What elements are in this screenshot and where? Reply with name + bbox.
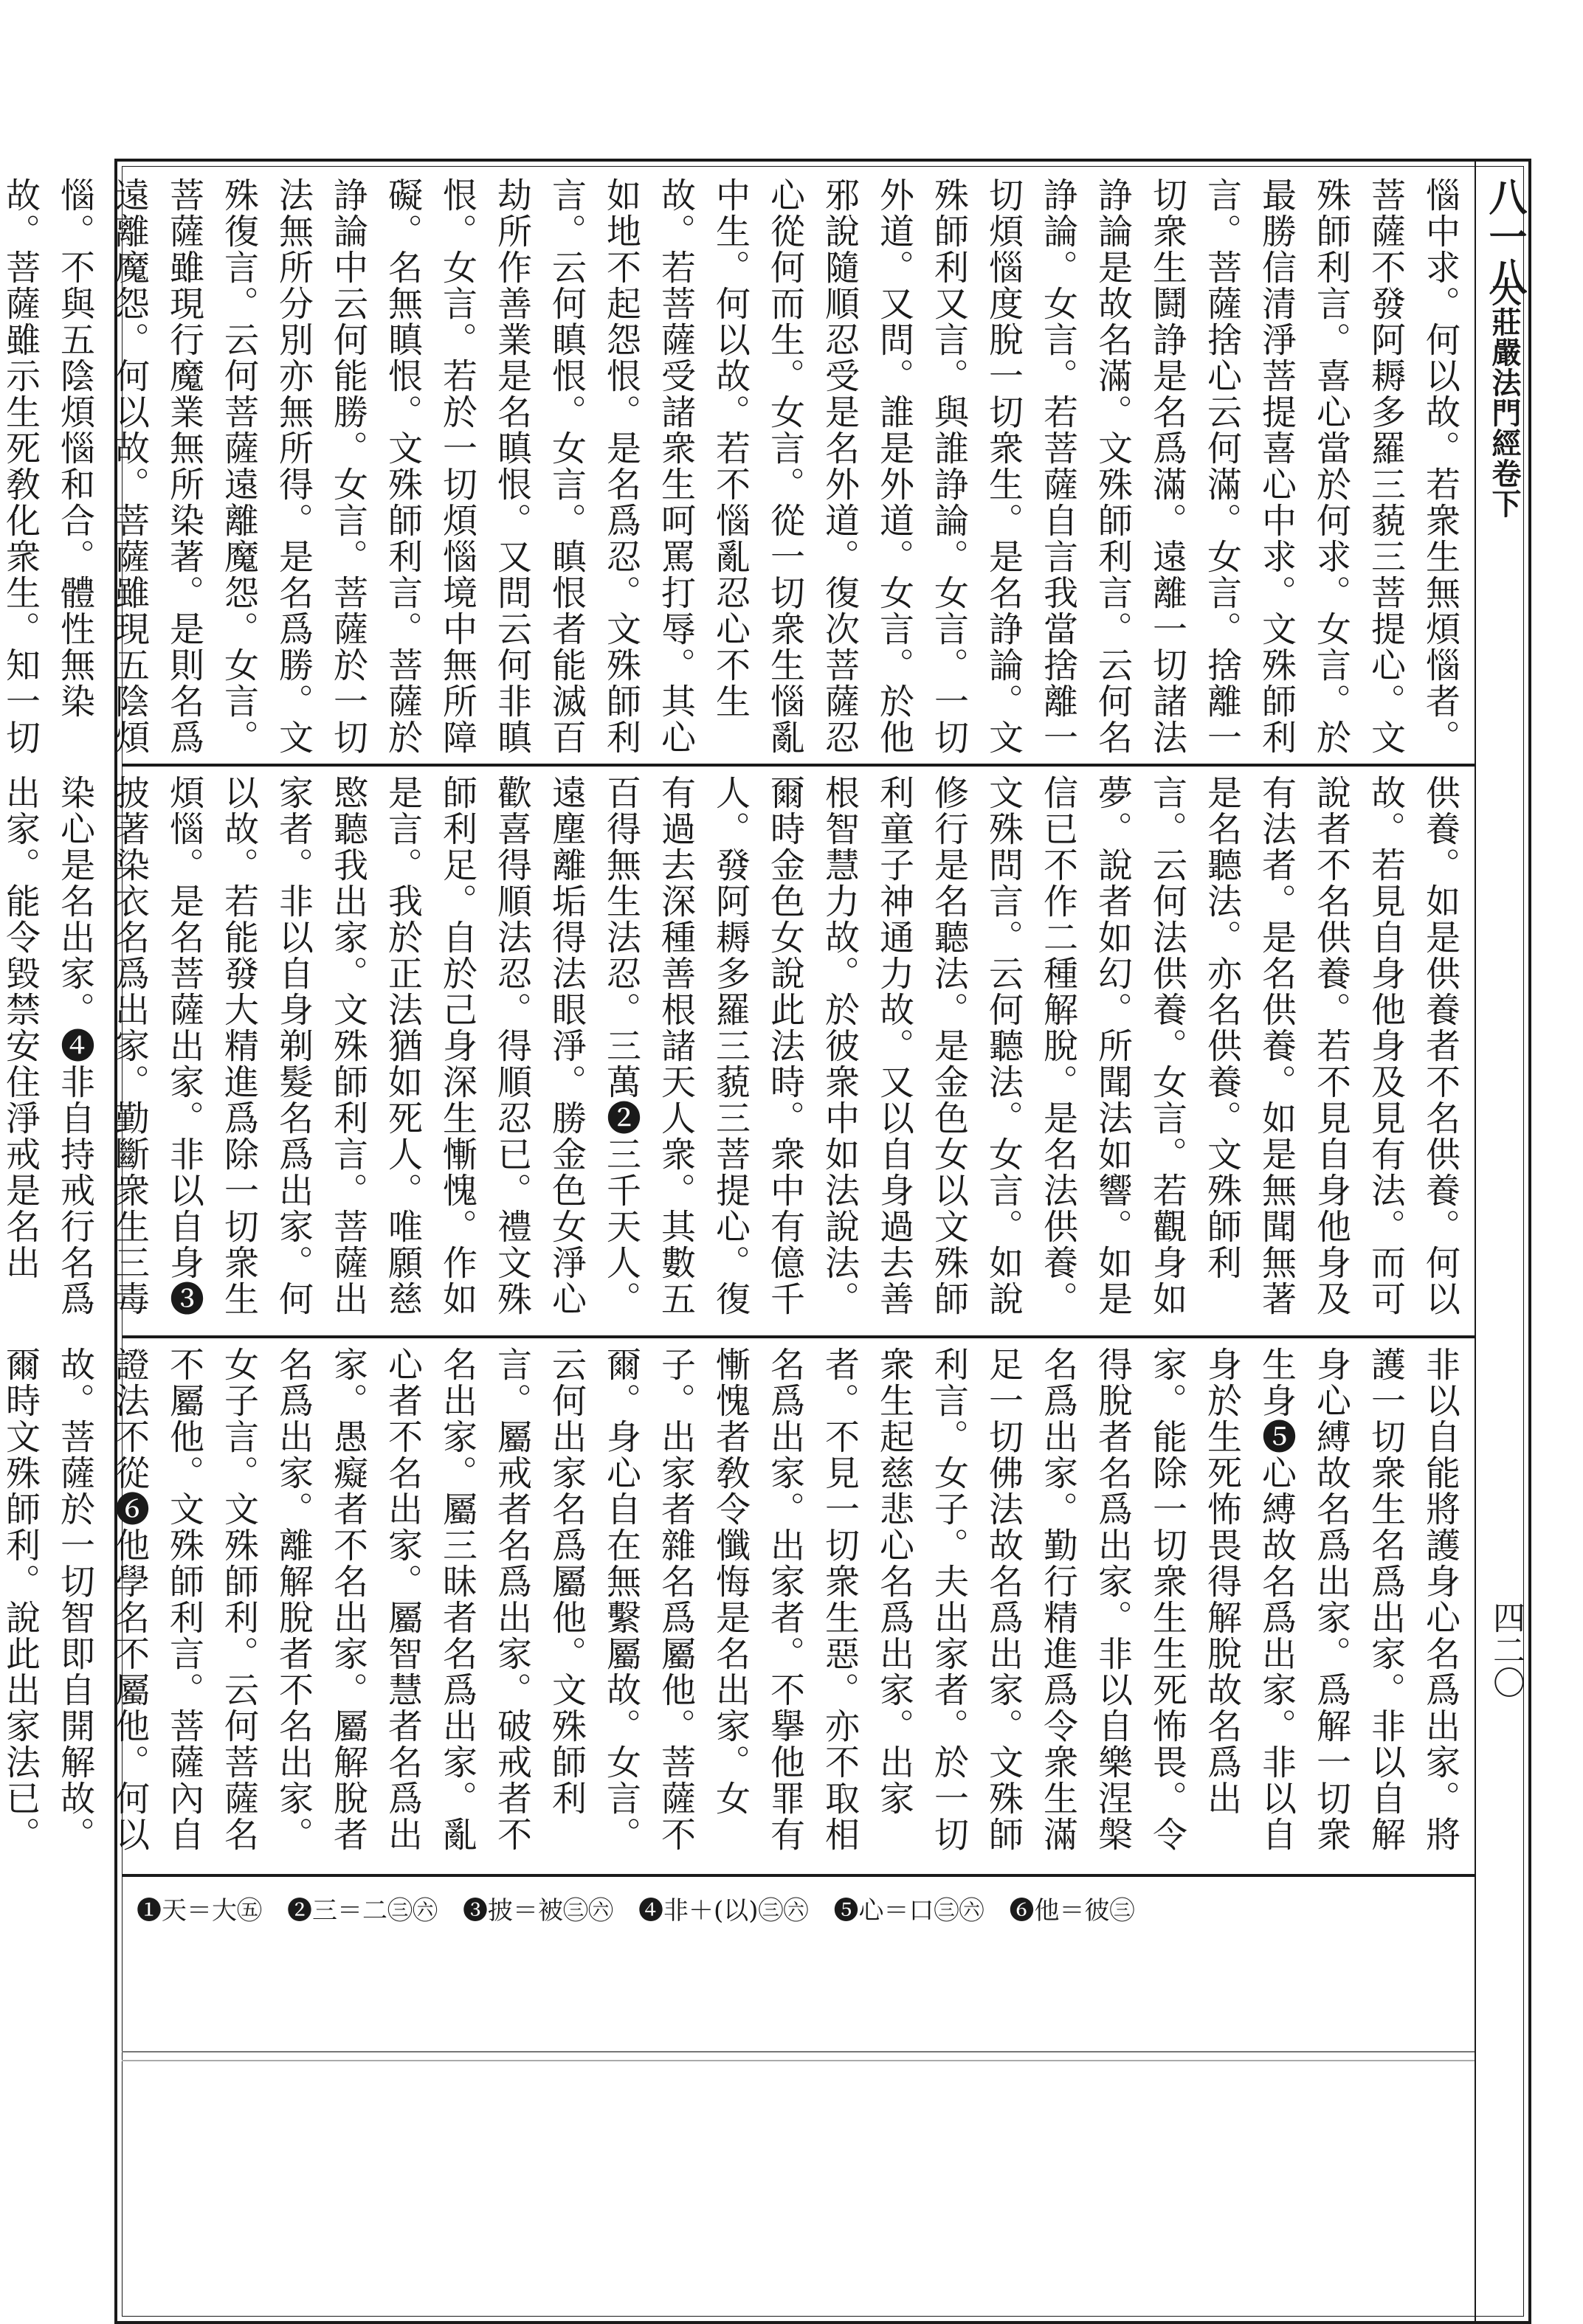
- text-section-middle: [0, 775, 1467, 1328]
- bottom-rule: [122, 2051, 1475, 2052]
- side-page-number: 四二〇: [1487, 1601, 1525, 1698]
- text-section-upper: [0, 177, 1467, 756]
- margin-strip-rule: [1475, 159, 1476, 2324]
- footnotes: ❶天＝大㊄ ❷三＝二㊂㊅ ❸披＝被㊂㊅ ❹非＋(以)㊂㊅ ❺心＝口㊂㊅ ❻他＝彼㊂: [137, 1896, 1135, 1926]
- running-title: 大莊嚴法門經卷下: [1487, 277, 1522, 519]
- section-divider: [122, 1335, 1475, 1338]
- section-text: 供養。如是供養者不名供養。何以故。若見自身他身及見有法。而可說者不名供養。若不見自身他身及有法者。是名供養。如是無聞無著是名聽法。亦名供養。文殊師利言。云何法供養。女言。若觀身如夢。說者如幻。所聞法如響。如是信已不作二種解脫。是名法供養。文殊問言。云何聽法。女言。如說修行是名聽法。是金色女以文殊師利童子神通力故。又以自身過去善根智慧力故。於彼衆中如法說法。爾時金色女說此法時。衆中有億千人。發阿耨多羅三藐三菩提心。復有過去深種善根諸天人衆。其數五百得無生法忍。三萬❷三千天人。遠塵離垢得法眼淨。勝金色女淨心歡喜得順法忍。得順忍已。禮文殊師利足。自於己身深生慚愧。作如是言。我於正法猶如死人。唯願慈愍聽我出家。文殊師利言。菩薩出家者。非以自身剃髮名爲出家。何以故。若能發大精進爲除一切衆生煩惱。是名菩薩出家。非以自身❸披著染衣名爲出家。勤斷衆生三毒染心是名出家。❹非自持戒行名爲出家。能令毀禁安住淨戒是名出: [0, 775, 1460, 1317]
- page-number: 八一八: [1482, 177, 1527, 297]
- text-section-lower: [0, 1346, 1467, 1867]
- section-text: 非以自能將護身心名爲出家。將護一切衆生名爲出家。非以自解身心縛故名爲出家。爲解一切衆生身❺心縛故名爲出家。非以自身於生死怖畏得解脫故名爲出家。能除一切衆生生死怖畏。令得脫者名爲出家。非以自樂涅槃名爲出家。勤行精進爲令衆生滿足一切佛法故名爲出家。文殊師利言。女子。夫出家者。於一切衆生起慈悲心名爲出家。出家者。不見一切衆生惡。亦不取相名爲出家。出家者。不擧他罪有慚愧者敎令懺悔是名出家。女子。出家者雜名爲屬他。菩薩不爾。身心自在無繫屬故。女言。云何出家名爲屬他。文殊師利言。屬戒者名爲出家。破戒者不名出家。屬三昧者名爲出家。亂心者不名出家。屬智慧者名爲出家。愚癡者不名出家。屬解脫者名爲出家。離解脫者不名出家。女子言。文殊師利。云何菩薩名不屬他。文殊師利言。菩薩內自證法不從❻他學名不屬他。何以故。菩薩於一切智即自開解故。爾時文殊師利。說此出家法已。: [0, 1346, 1460, 1853]
- section-divider: [122, 1874, 1475, 1877]
- bottom-rule: [122, 2060, 1475, 2061]
- section-text: 惱中求。何以故。若衆生無煩惱者。菩薩不發阿耨多羅三藐三菩提心。文殊師利言。喜心當於何求。女言。於最勝信清淨菩提喜心中求。文殊師利言。菩薩捨心云何滿。女言。捨離一切衆生鬪諍是名爲滿。遠離一切諸法諍論是故名滿。文殊師利言。云何名諍論。女言。若菩薩自言我當捨離一切煩惱度脫一切衆生。是名諍論。文殊師利又言。與誰諍論。女言。一切外道。又問。誰是外道。女言。於他邪說隨順忍受是名外道。復次菩薩忍心從何而生。女言。從一切衆生惱亂中生。何以故。若不惱亂忍心不生故。若菩薩受諸衆生呵罵打辱。其心如地不起怨恨。是名爲忍。文殊師利言。云何瞋恨。女言。瞋恨者能滅百劫所作善業是名瞋恨。又問云何非瞋恨。女言。若於一切煩惱境中無所障礙。名無瞋恨。文殊師利言。菩薩於諍論中云何能勝。女言。菩薩於一切法無所分別亦無所得。是名爲勝。文殊復言。云何菩薩遠離魔怨。女言。菩薩雖現行魔業無所染著。是則名爲遠離魔怨。何以故。菩薩雖現五陰煩惱。不與五陰煩惱和合。體性無染故。菩薩雖示生死敎化衆生。知一切: [0, 177, 1460, 755]
- section-divider: [122, 764, 1475, 767]
